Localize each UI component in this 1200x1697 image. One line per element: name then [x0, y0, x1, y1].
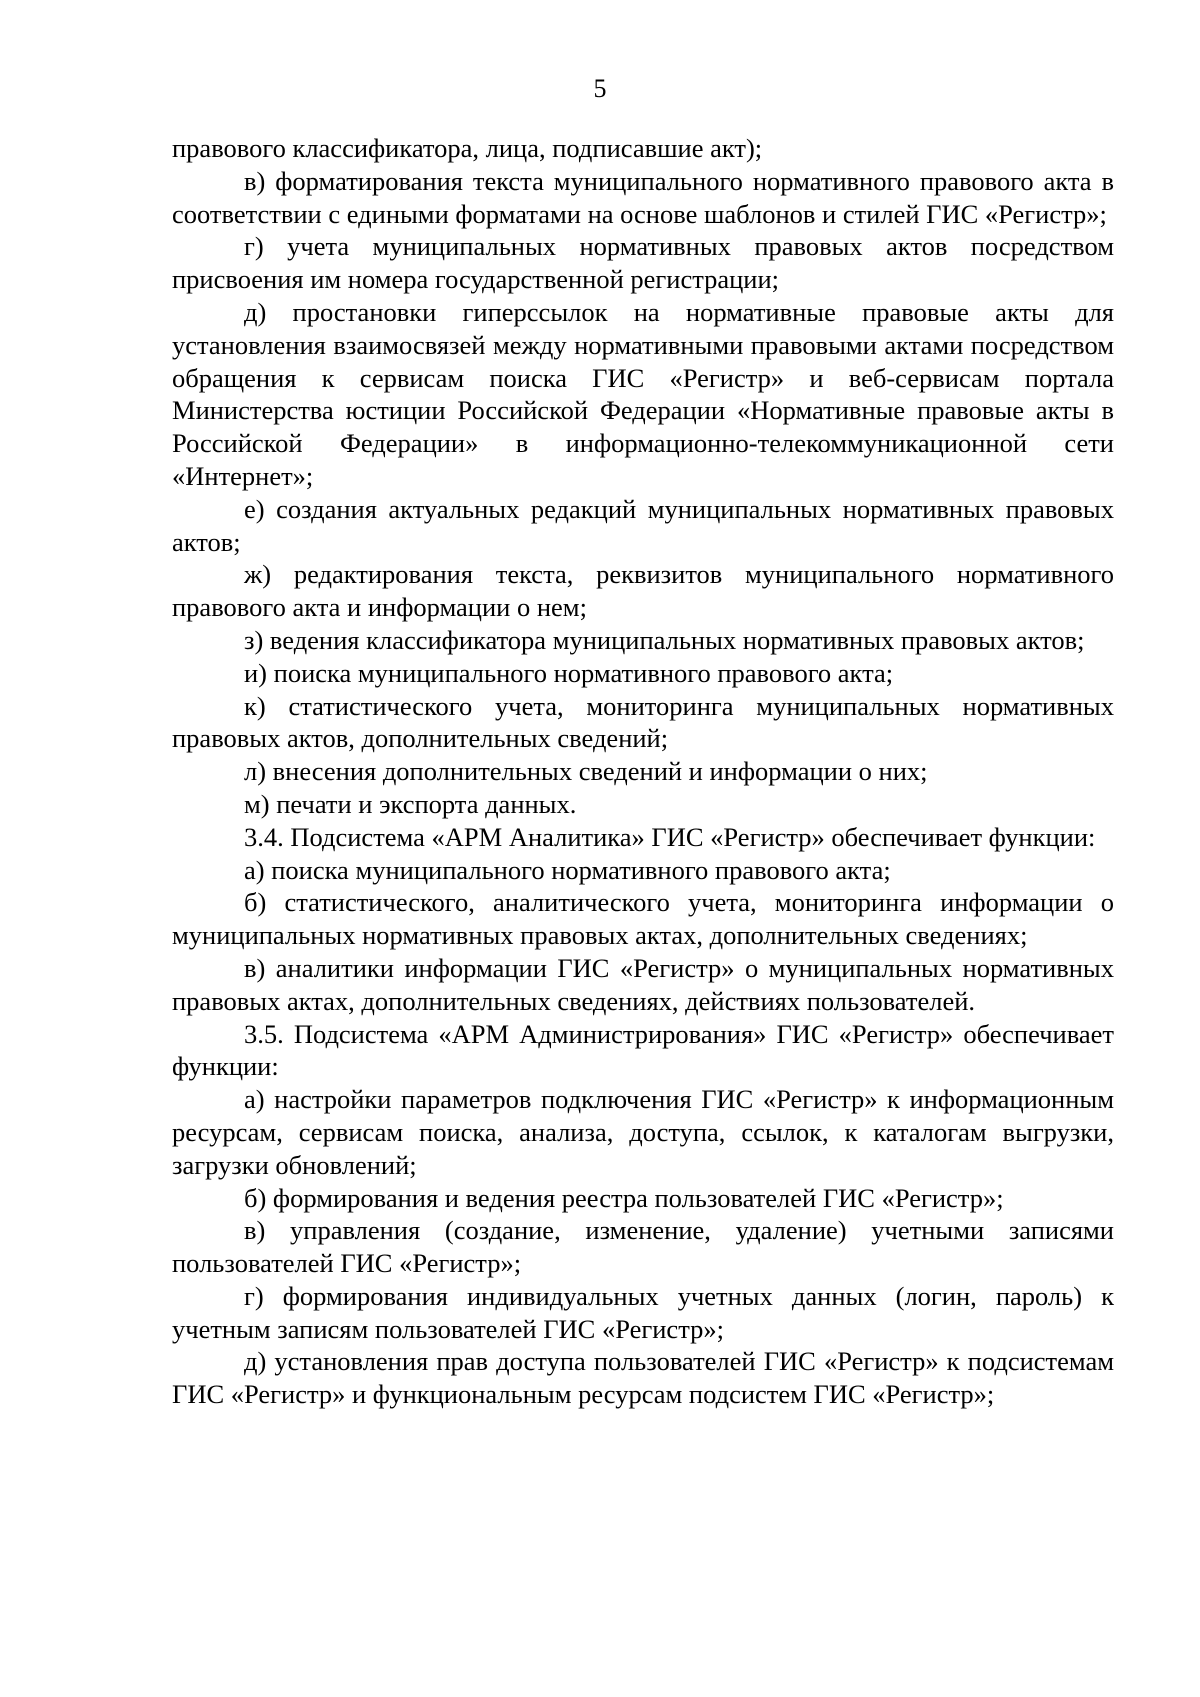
paragraph-item-v-formatting: в) форматирования текста муниципального нормативного правового акта в соответствии с едиными форматами на основе шаблонов и стилей ГИС «Регистр»;: [172, 165, 1114, 229]
paragraph-item-v-accounts: в) управления (создание, изменение, удаление) учетными записями пользователей ГИС «Регистр»;: [172, 1215, 1114, 1279]
paragraph-item-e-editions: е) создания актуальных редакций муниципальных нормативных правовых актов;: [172, 493, 1114, 557]
paragraph-section-3-5: 3.5. Подсистема «АРМ Администрирования» ГИС «Регистр» обеспечивает функции:: [172, 1018, 1114, 1082]
paragraph-item-d-hyperlinks: д) простановки гиперссылок на нормативные правовые акты для установления взаимосвязей между нормативными правовыми актами посредством обращения к сервисам поиска ГИС «Регистр» и веб-сервисам портала Министерства юстиции Российской Федерации «Нормативные правовые акты в Российской Федерации» в информационно-телекоммуникационной сети «Интернет»;: [172, 296, 1114, 491]
paragraph-item-v-analytics: в) аналитики информации ГИС «Регистр» о муниципальных нормативных правовых актах, дополнительных сведениях, действиях пользователей.: [172, 952, 1114, 1016]
paragraph-continuation: правового классификатора, лица, подписавшие акт);: [172, 133, 763, 163]
paragraph-item-b-monitoring: б) статистического, аналитического учета, мониторинга информации о муниципальных нормативных правовых актах, дополнительных сведениях;: [172, 887, 1114, 951]
paragraph-item-d-access-rights: д) установления прав доступа пользователей ГИС «Регистр» к подсистемам ГИС «Регистр» и функциональным ресурсам подсистем ГИС «Регистр»;: [172, 1346, 1114, 1410]
document-body: [172, 132, 1114, 1411]
paragraph-item-l-additional: л) внесения дополнительных сведений и информации о них;: [244, 756, 928, 787]
page-number: 5: [593, 74, 607, 103]
paragraph-item-b-registry: б) формирования и ведения реестра пользователей ГИС «Регистр»;: [244, 1182, 1004, 1213]
paragraph-item-g-registration: г) учета муниципальных нормативных правовых актов посредством присвоения им номера государственной регистрации;: [172, 231, 1114, 295]
paragraph-item-a-search: а) поиска муниципального нормативного правового акта;: [244, 854, 891, 885]
paragraph-item-i-search: и) поиска муниципального нормативного правового акта;: [244, 657, 894, 688]
paragraph-item-g-credentials: г) формирования индивидуальных учетных данных (логин, пароль) к учетным записям пользователей ГИС «Регистр»;: [172, 1280, 1114, 1344]
paragraph-item-a-settings: а) настройки параметров подключения ГИС «Регистр» к информационным ресурсам, сервисам поиска, анализа, доступа, ссылок, к каталогам выгрузки, загрузки обновлений;: [172, 1084, 1114, 1180]
paragraph-item-k-statistics: к) статистического учета, мониторинга муниципальных нормативных правовых актов, дополнительных сведений;: [172, 690, 1114, 754]
paragraph-item-z-classifier: з) ведения классификатора муниципальных нормативных правовых актов;: [244, 624, 1085, 655]
paragraph-item-m-print: м) печати и экспорта данных.: [244, 788, 577, 819]
paragraph-item-zh-editing: ж) редактирования текста, реквизитов муниципального нормативного правового акта и информации о нем;: [172, 559, 1114, 623]
paragraph-section-3-4: 3.4. Подсистема «АРМ Аналитика» ГИС «Регистр» обеспечивает функции:: [244, 821, 1096, 852]
